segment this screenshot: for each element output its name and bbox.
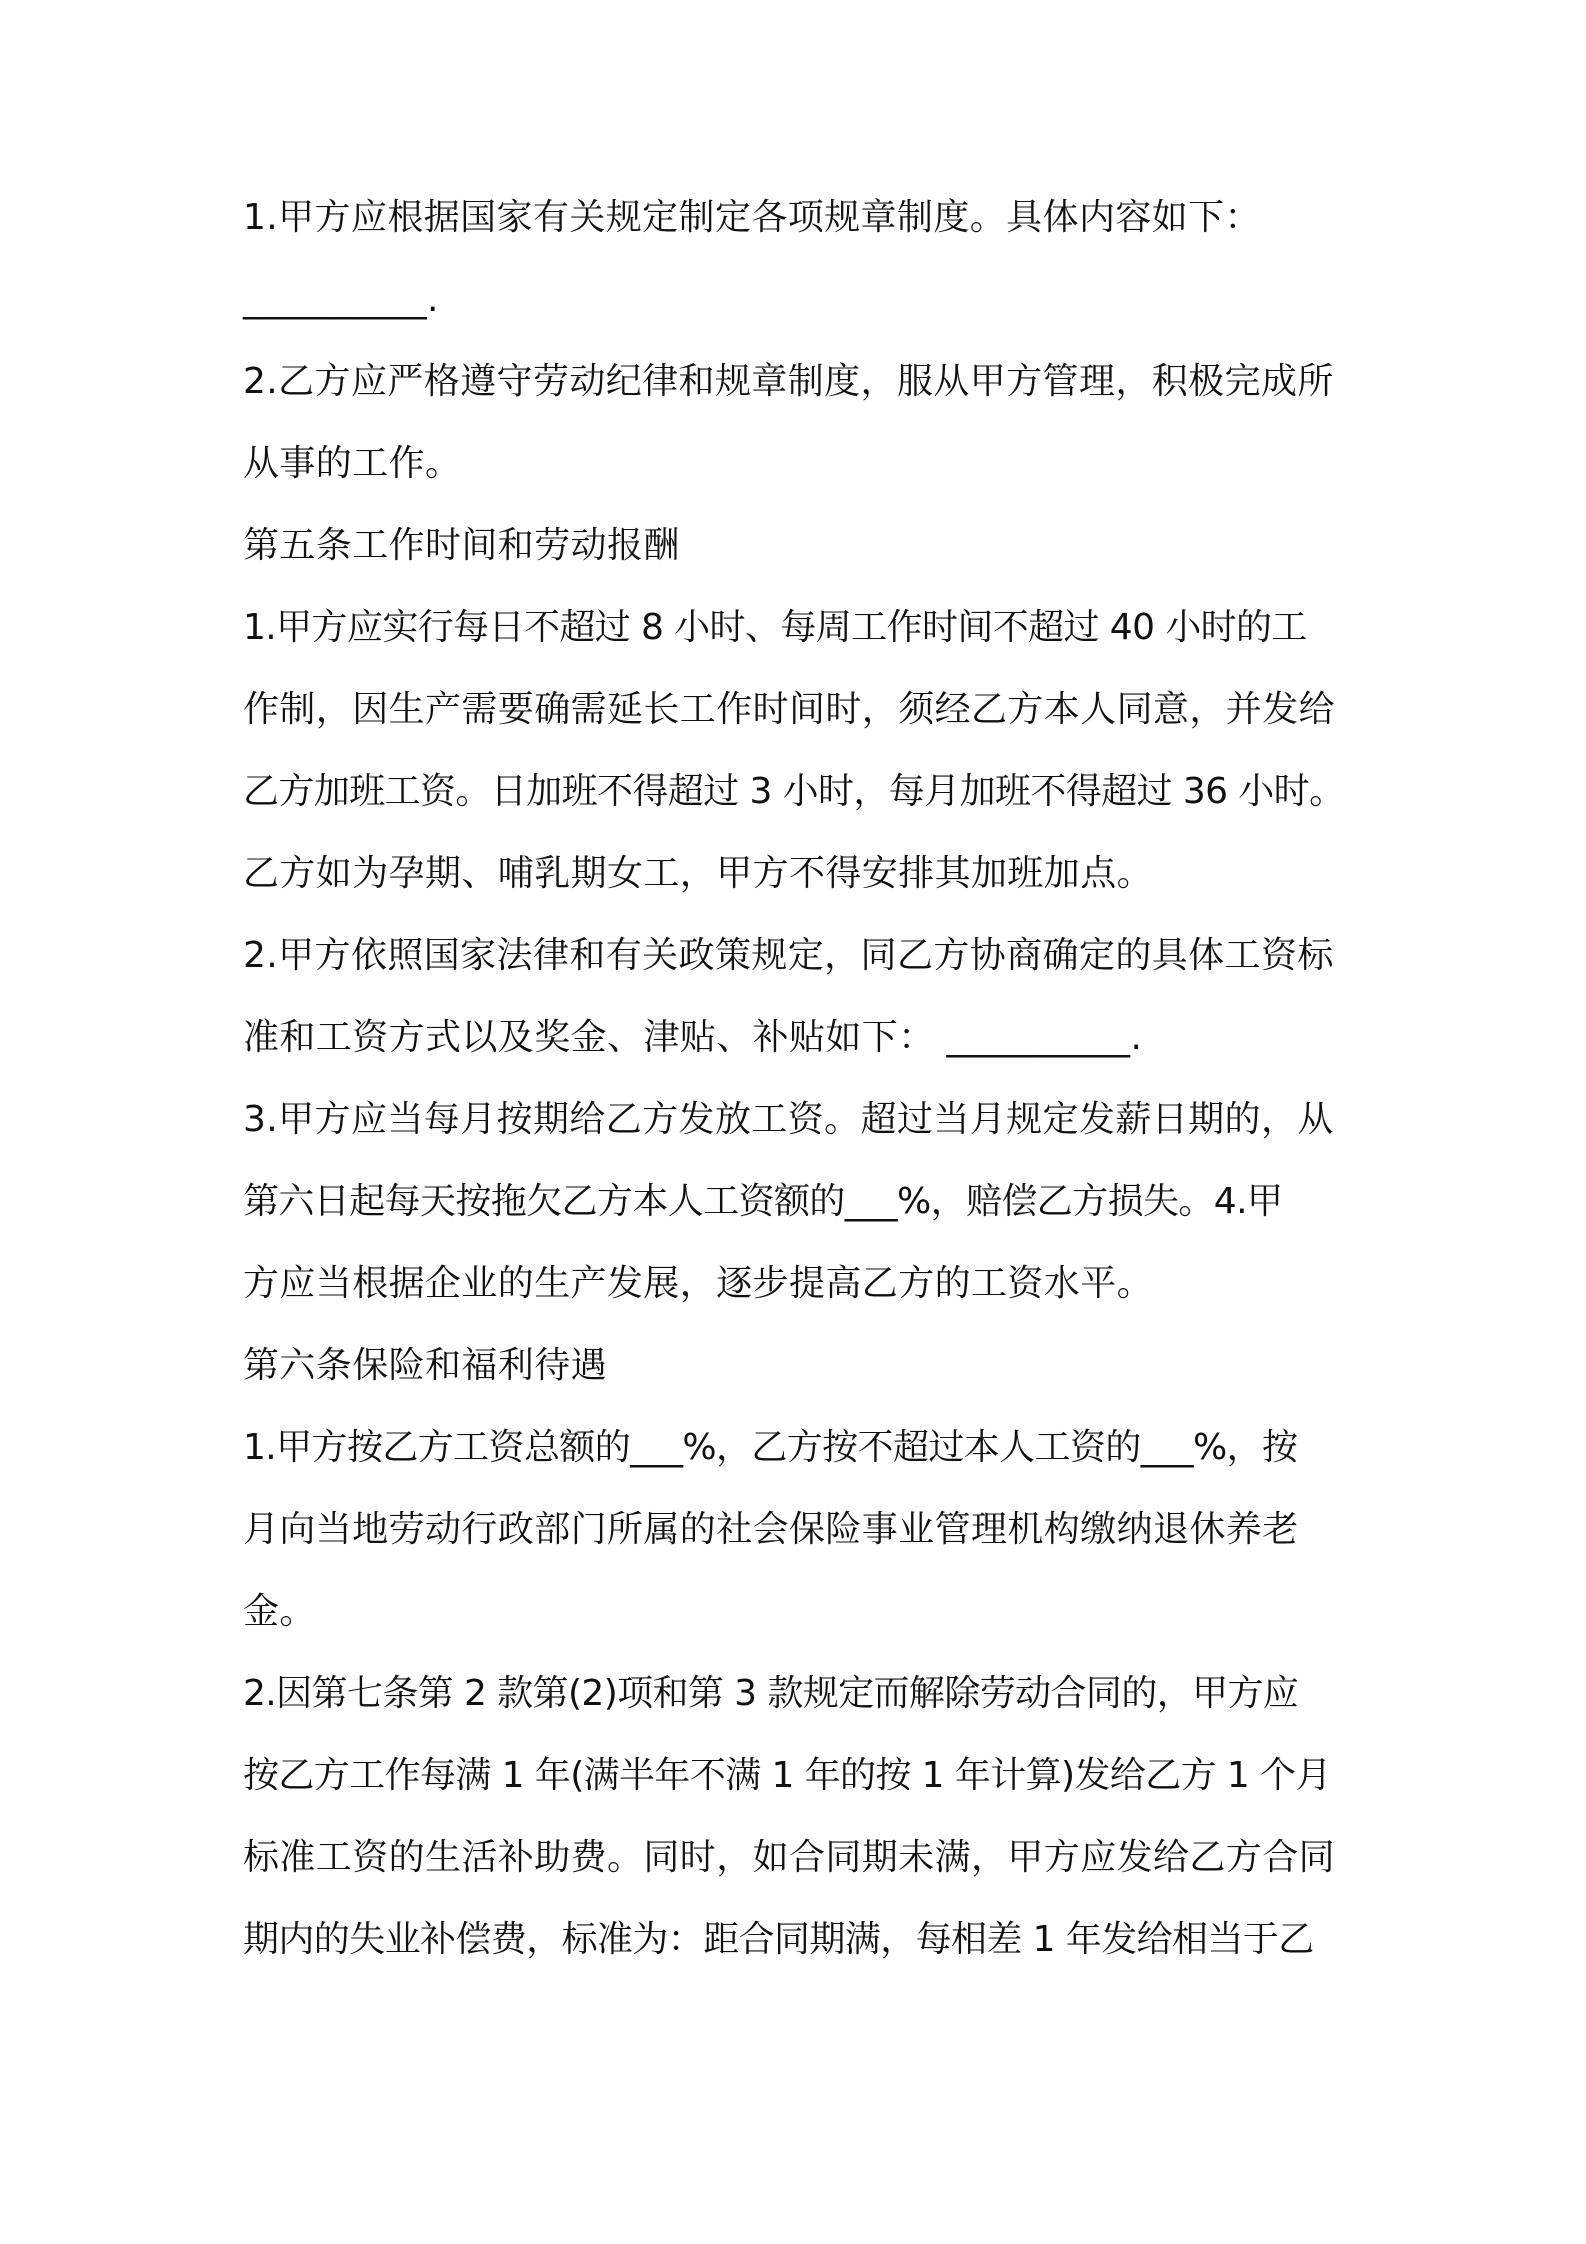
text-line: 金。 bbox=[243, 1591, 316, 1632]
text-line: 2.因第七条第 2 款第(2)项和第 3 款规定而解除劳动合同的，甲方应 bbox=[243, 1673, 1299, 1714]
text-line: 作制，因生产需要确需延长工作时间时，须经乙方本人同意，并发给 bbox=[243, 689, 1336, 730]
text-line: 1.甲方应根据国家有关规定制定各项规章制度。具体内容如下： bbox=[243, 197, 1261, 238]
text-line: 期内的失业补偿费，标准为：距合同期满，每相差 1 年发给相当于乙 bbox=[243, 1919, 1314, 1960]
text-line: 3.甲方应当每月按期给乙方发放工资。超过当月规定发薪日期的，从 bbox=[243, 1099, 1334, 1140]
text-line: 准和工资方式以及奖金、津贴、补贴如下： __________. bbox=[243, 1017, 1143, 1058]
text-line: 1.甲方按乙方工资总额的___%，乙方按不超过本人工资的___%，按 bbox=[243, 1427, 1298, 1468]
blank-fill-line: __________. bbox=[243, 279, 439, 320]
document-body bbox=[243, 198, 1363, 2002]
text-line: 乙方加班工资。日加班不得超过 3 小时，每月加班不得超过 36 小时。 bbox=[243, 771, 1345, 812]
text-line: 第六日起每天按拖欠乙方本人工资额的___%，赔偿乙方损失。4.甲 bbox=[243, 1181, 1283, 1222]
text-line: 方应当根据企业的生产发展，逐步提高乙方的工资水平。 bbox=[243, 1263, 1154, 1304]
text-line: 标准工资的生活补助费。同时，如合同期未满，甲方应发给乙方合同 bbox=[243, 1837, 1336, 1878]
text-line: 从事的工作。 bbox=[243, 443, 462, 484]
text-line: 乙方如为孕期、哺乳期女工，甲方不得安排其加班加点。 bbox=[243, 853, 1154, 894]
text-line: 按乙方工作每满 1 年(满半年不满 1 年的按 1 年计算)发给乙方 1 个月 bbox=[243, 1755, 1331, 1796]
section-heading-article-5: 第五条工作时间和劳动报酬 bbox=[243, 525, 680, 566]
section-heading-article-6: 第六条保险和福利待遇 bbox=[243, 1345, 608, 1386]
text-line: 2.甲方依照国家法律和有关政策规定，同乙方协商确定的具体工资标 bbox=[243, 935, 1334, 976]
text-line: 1.甲方应实行每日不超过 8 小时、每周工作时间不超过 40 小时的工 bbox=[243, 607, 1307, 648]
text-line: 2.乙方应严格遵守劳动纪律和规章制度，服从甲方管理，积极完成所 bbox=[243, 361, 1334, 402]
text-line: 月向当地劳动行政部门所属的社会保险事业管理机构缴纳退休养老 bbox=[243, 1509, 1299, 1550]
